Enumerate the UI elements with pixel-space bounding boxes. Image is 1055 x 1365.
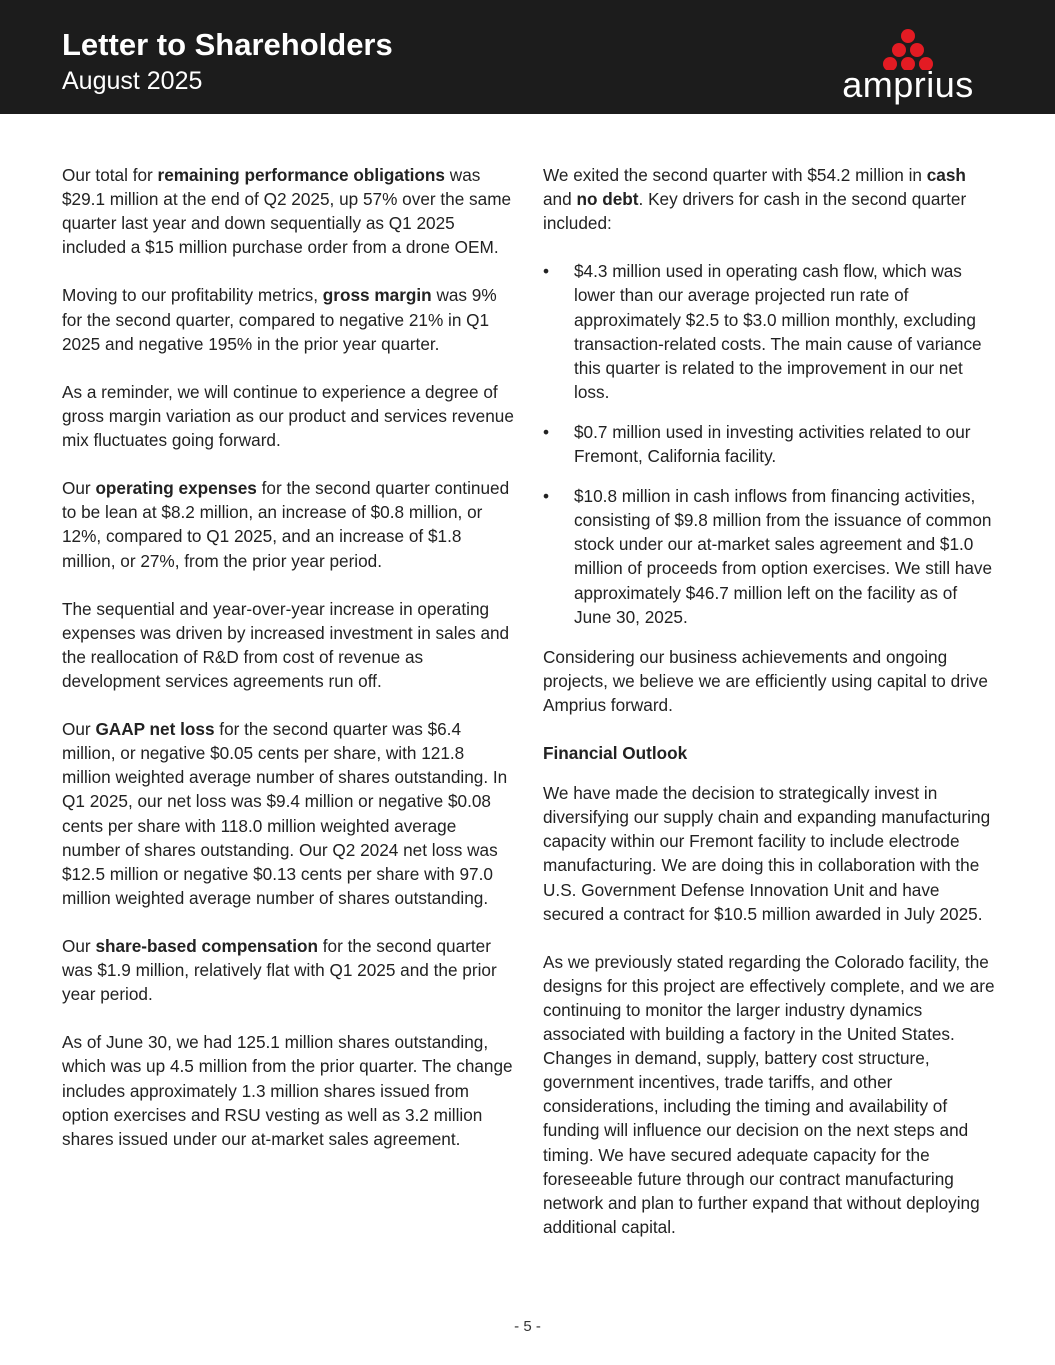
- amprius-logo: [822, 28, 994, 103]
- paragraph-margin-reminder: As a reminder, we will continue to experience a degree of gross margin variation as our product and services revenue mix fluctuates going forward.: [62, 381, 514, 451]
- document-date: August 2025: [62, 67, 203, 95]
- logo-dot: [892, 43, 906, 57]
- paragraph-supply-chain: We have made the decision to strategically invest in diversifying our supply chain and expanding manufacturing capacity within our Fremont facility to include electrode manufacturing. We are doing this in collaboration with the U.S. Government Defense Innovation Unit and have secured a contract for $10.5 million awarded in July 2025.: [543, 783, 991, 924]
- page-number: - 5 -: [514, 1318, 541, 1335]
- list-item: • $10.8 million in cash inflows from financing activities, consisting of $9.8 million from the issuance of common stock under our at-market sales agreement and $1.0 million of proceeds from option exercises. We still have approximately $46.7 million left on the facility as of June 30, 2025.: [543, 486, 993, 627]
- list-item: • $0.7 million used in investing activities related to our Fremont, California facility.: [543, 421, 971, 467]
- paragraph-shares-outstanding: As of June 30, we had 125.1 million shares outstanding, which was up 4.5 million from the prior quarter. The change includes approximately 1.3 million shares issued from option exercises and RSU vesting as well as 3.2 million shares issued under our at-market sales agreement.: [62, 1032, 513, 1149]
- paragraph-operating-expenses: Our operating expenses for the second quarter continued to be lean at $8.2 million, an increase of $0.8 million, or 12%, compared to Q1 2025, and an increase of $1.8 million, or 27%, from the prior year period.: [62, 478, 510, 571]
- right-column: [543, 163, 995, 1263]
- logo-wordmark: amprius: [842, 64, 974, 105]
- paragraph-cash-position: We exited the second quarter with $54.2 million in cash and no debt. Key drivers for cash in the second quarter included:: [543, 165, 967, 234]
- paragraph-colorado-facility: As we previously stated regarding the Colorado facility, the designs for this project are effectively complete, and we are continuing to monitor the larger industry dynamics associated with building a factory in the United States. Changes in demand, supply, battery cost structure, government incentives, trade tariffs, and other considerations, including the timing and availability of funding will influence our decision on the next steps and timing. We have secured adequate capacity for the foreseeable future through our contract manufacturing network and plan to further expand that without deploying additional capital.: [543, 951, 995, 1237]
- paragraph-expense-drivers: The sequential and year-over-year increase in operating expenses was driven by increased investment in sales and the reallocation of R&D from cost of revenue as development services agreements run off.: [62, 598, 510, 691]
- logo-dot: [901, 29, 915, 43]
- list-item: • $4.3 million used in operating cash flow, which was lower than our average projected run rate of approximately $2.5 to $3.0 million monthly, excluding transaction-related costs. The main cause of variance this quarter is related to the improvement in our net loss.: [543, 261, 982, 402]
- section-heading-financial-outlook: Financial Outlook: [543, 743, 688, 764]
- paragraph-capital-efficiency: Considering our business achievements and ongoing projects, we believe we are efficiently using capital to drive Amprius forward.: [543, 646, 988, 715]
- bullet-icon: •: [543, 421, 550, 442]
- page-header: [0, 0, 1055, 114]
- left-column: [62, 163, 514, 1175]
- cash-drivers-list: [543, 259, 995, 628]
- logo-dot: [910, 43, 924, 57]
- paragraph-gross-margin: Moving to our profitability metrics, gross margin was 9% for the second quarter, compared to negative 21% in Q1 2025 and negative 195% in the prior year quarter.: [62, 285, 497, 354]
- paragraph-net-loss: Our GAAP net loss for the second quarter was $6.4 million, or negative $0.05 cents per share, with 121.8 million weighted average number of shares outstanding. In Q1 2025, our net loss was $9.4 million or negative $0.08 cents per share with 118.0 million weighted average number of shares outstanding. Our Q2 2024 net loss was $12.5 million or negative $0.13 cents per share with 97.0 million weighted average number of shares outstanding.: [62, 719, 508, 908]
- paragraph-remaining-obligations: Our total for remaining performance obligations was $29.1 million at the end of Q2 2025, up 57% over the same quarter last year and down sequentially as Q1 2025 included a $15 million purchase order from a drone OEM.: [62, 165, 512, 258]
- bullet-icon: •: [543, 486, 550, 507]
- document-title: Letter to Shareholders: [62, 27, 393, 62]
- paragraph-share-compensation: Our share-based compensation for the second quarter was $1.9 million, relatively flat with Q1 2025 and the prior year period.: [62, 936, 497, 1005]
- bullet-icon: •: [543, 261, 550, 282]
